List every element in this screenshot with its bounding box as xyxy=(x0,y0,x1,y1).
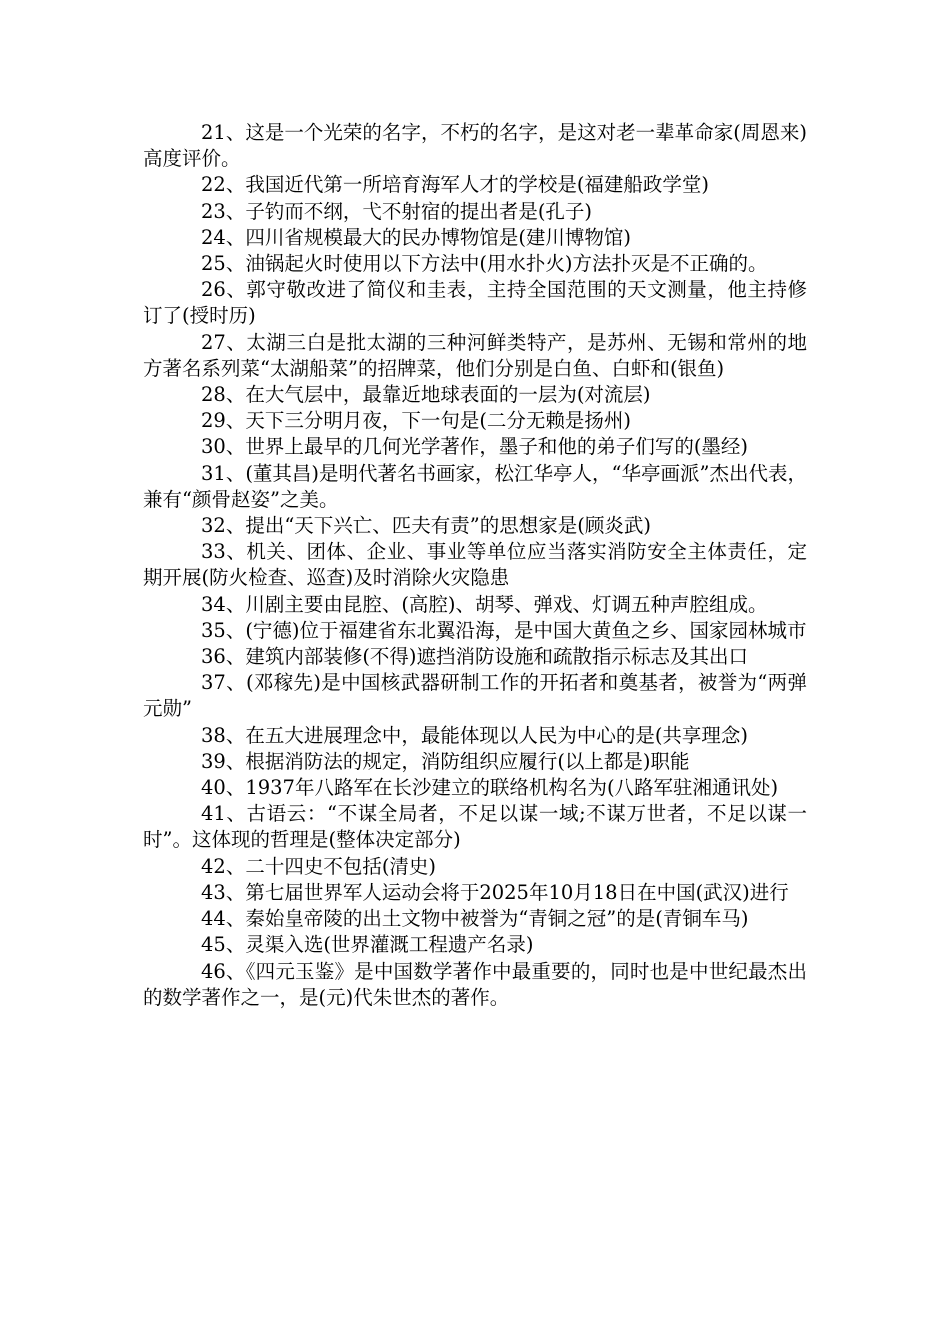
list-item: 41、古语云：“不谋全局者，不足以谋一域;不谋万世者，不足以谋一时”。这体现的哲理是(整体决定部分) xyxy=(143,802,807,852)
list-item: 33、机关、团体、企业、事业等单位应当落实消防安全主体责任，定期开展(防火检查、巡查)及时消除火灾隐患 xyxy=(143,540,807,590)
list-item: 29、天下三分明月夜，下一句是(二分无赖是扬州) xyxy=(201,409,632,433)
list-item: 34、川剧主要由昆腔、(高腔)、胡琴、弹戏、灯调五种声腔组成。 xyxy=(201,592,768,616)
document-body xyxy=(143,120,807,1011)
list-item: 35、(宁德)位于福建省东北翼沿海，是中国大黄鱼之乡、国家园林城市 xyxy=(201,618,807,642)
list-item: 37、(邓稼先)是中国核武器研制工作的开拓者和奠基者，被誉为“两弹元勋” xyxy=(143,671,807,721)
list-item: 24、四川省规模最大的民办博物馆是(建川博物馆) xyxy=(201,225,632,249)
list-item: 25、油锅起火时使用以下方法中(用水扑火)方法扑灭是不正确的。 xyxy=(201,252,768,276)
list-item: 38、在五大进展理念中，最能体现以人民为中心的是(共享理念) xyxy=(201,723,749,747)
list-item: 36、建筑内部装修(不得)遮挡消防设施和疏散指示标志及其出口 xyxy=(201,645,749,669)
list-item: 46、《四元玉鉴》是中国数学著作中最重要的，同时也是中世纪最杰出的数学著作之一，是(元)代朱世杰的著作。 xyxy=(143,959,807,1009)
list-item: 43、第七届世界军人运动会将于2025年10月18日在中国(武汉)进行 xyxy=(201,880,789,904)
list-item: 40、1937年八路军在长沙建立的联络机构名为(八路军驻湘通讯处) xyxy=(201,776,779,800)
list-item: 26、郭守敬改进了简仪和圭表，主持全国范围的天文测量，他主持修订了(授时历) xyxy=(143,278,807,328)
list-item: 28、在大气层中，最靠近地球表面的一层为(对流层) xyxy=(201,383,651,407)
list-item: 22、我国近代第一所培育海军人才的学校是(福建船政学堂) xyxy=(201,173,710,197)
list-item: 30、世界上最早的几何光学著作，墨子和他的弟子们写的(墨经) xyxy=(201,435,749,459)
list-item: 32、提出“天下兴亡、匹夫有责”的思想家是(顾炎武) xyxy=(201,514,651,538)
list-item: 27、太湖三白是批太湖的三种河鲜类特产，是苏州、无锡和常州的地方著名系列菜“太湖船菜”的招牌菜，他们分别是白鱼、白虾和(银鱼) xyxy=(143,330,807,380)
list-item: 23、子钓而不纲，弋不射宿的提出者是(孔子) xyxy=(201,199,593,223)
list-item: 44、秦始皇帝陵的出土文物中被誉为“青铜之冠”的是(青铜车马) xyxy=(201,907,749,931)
list-item: 42、二十四史不包括(清史) xyxy=(201,854,437,878)
list-item: 21、这是一个光荣的名字，不朽的名字，是这对老一辈革命家(周恩来)高度评价。 xyxy=(143,121,807,171)
list-item: 45、灵渠入选(世界灌溉工程遗产名录) xyxy=(201,933,534,957)
list-item: 39、根据消防法的规定，消防组织应履行(以上都是)职能 xyxy=(201,749,690,773)
list-item: 31、(董其昌)是明代著名书画家，松江华亭人，“华亭画派”杰出代表，兼有“颜骨赵姿”之美。 xyxy=(143,461,807,511)
